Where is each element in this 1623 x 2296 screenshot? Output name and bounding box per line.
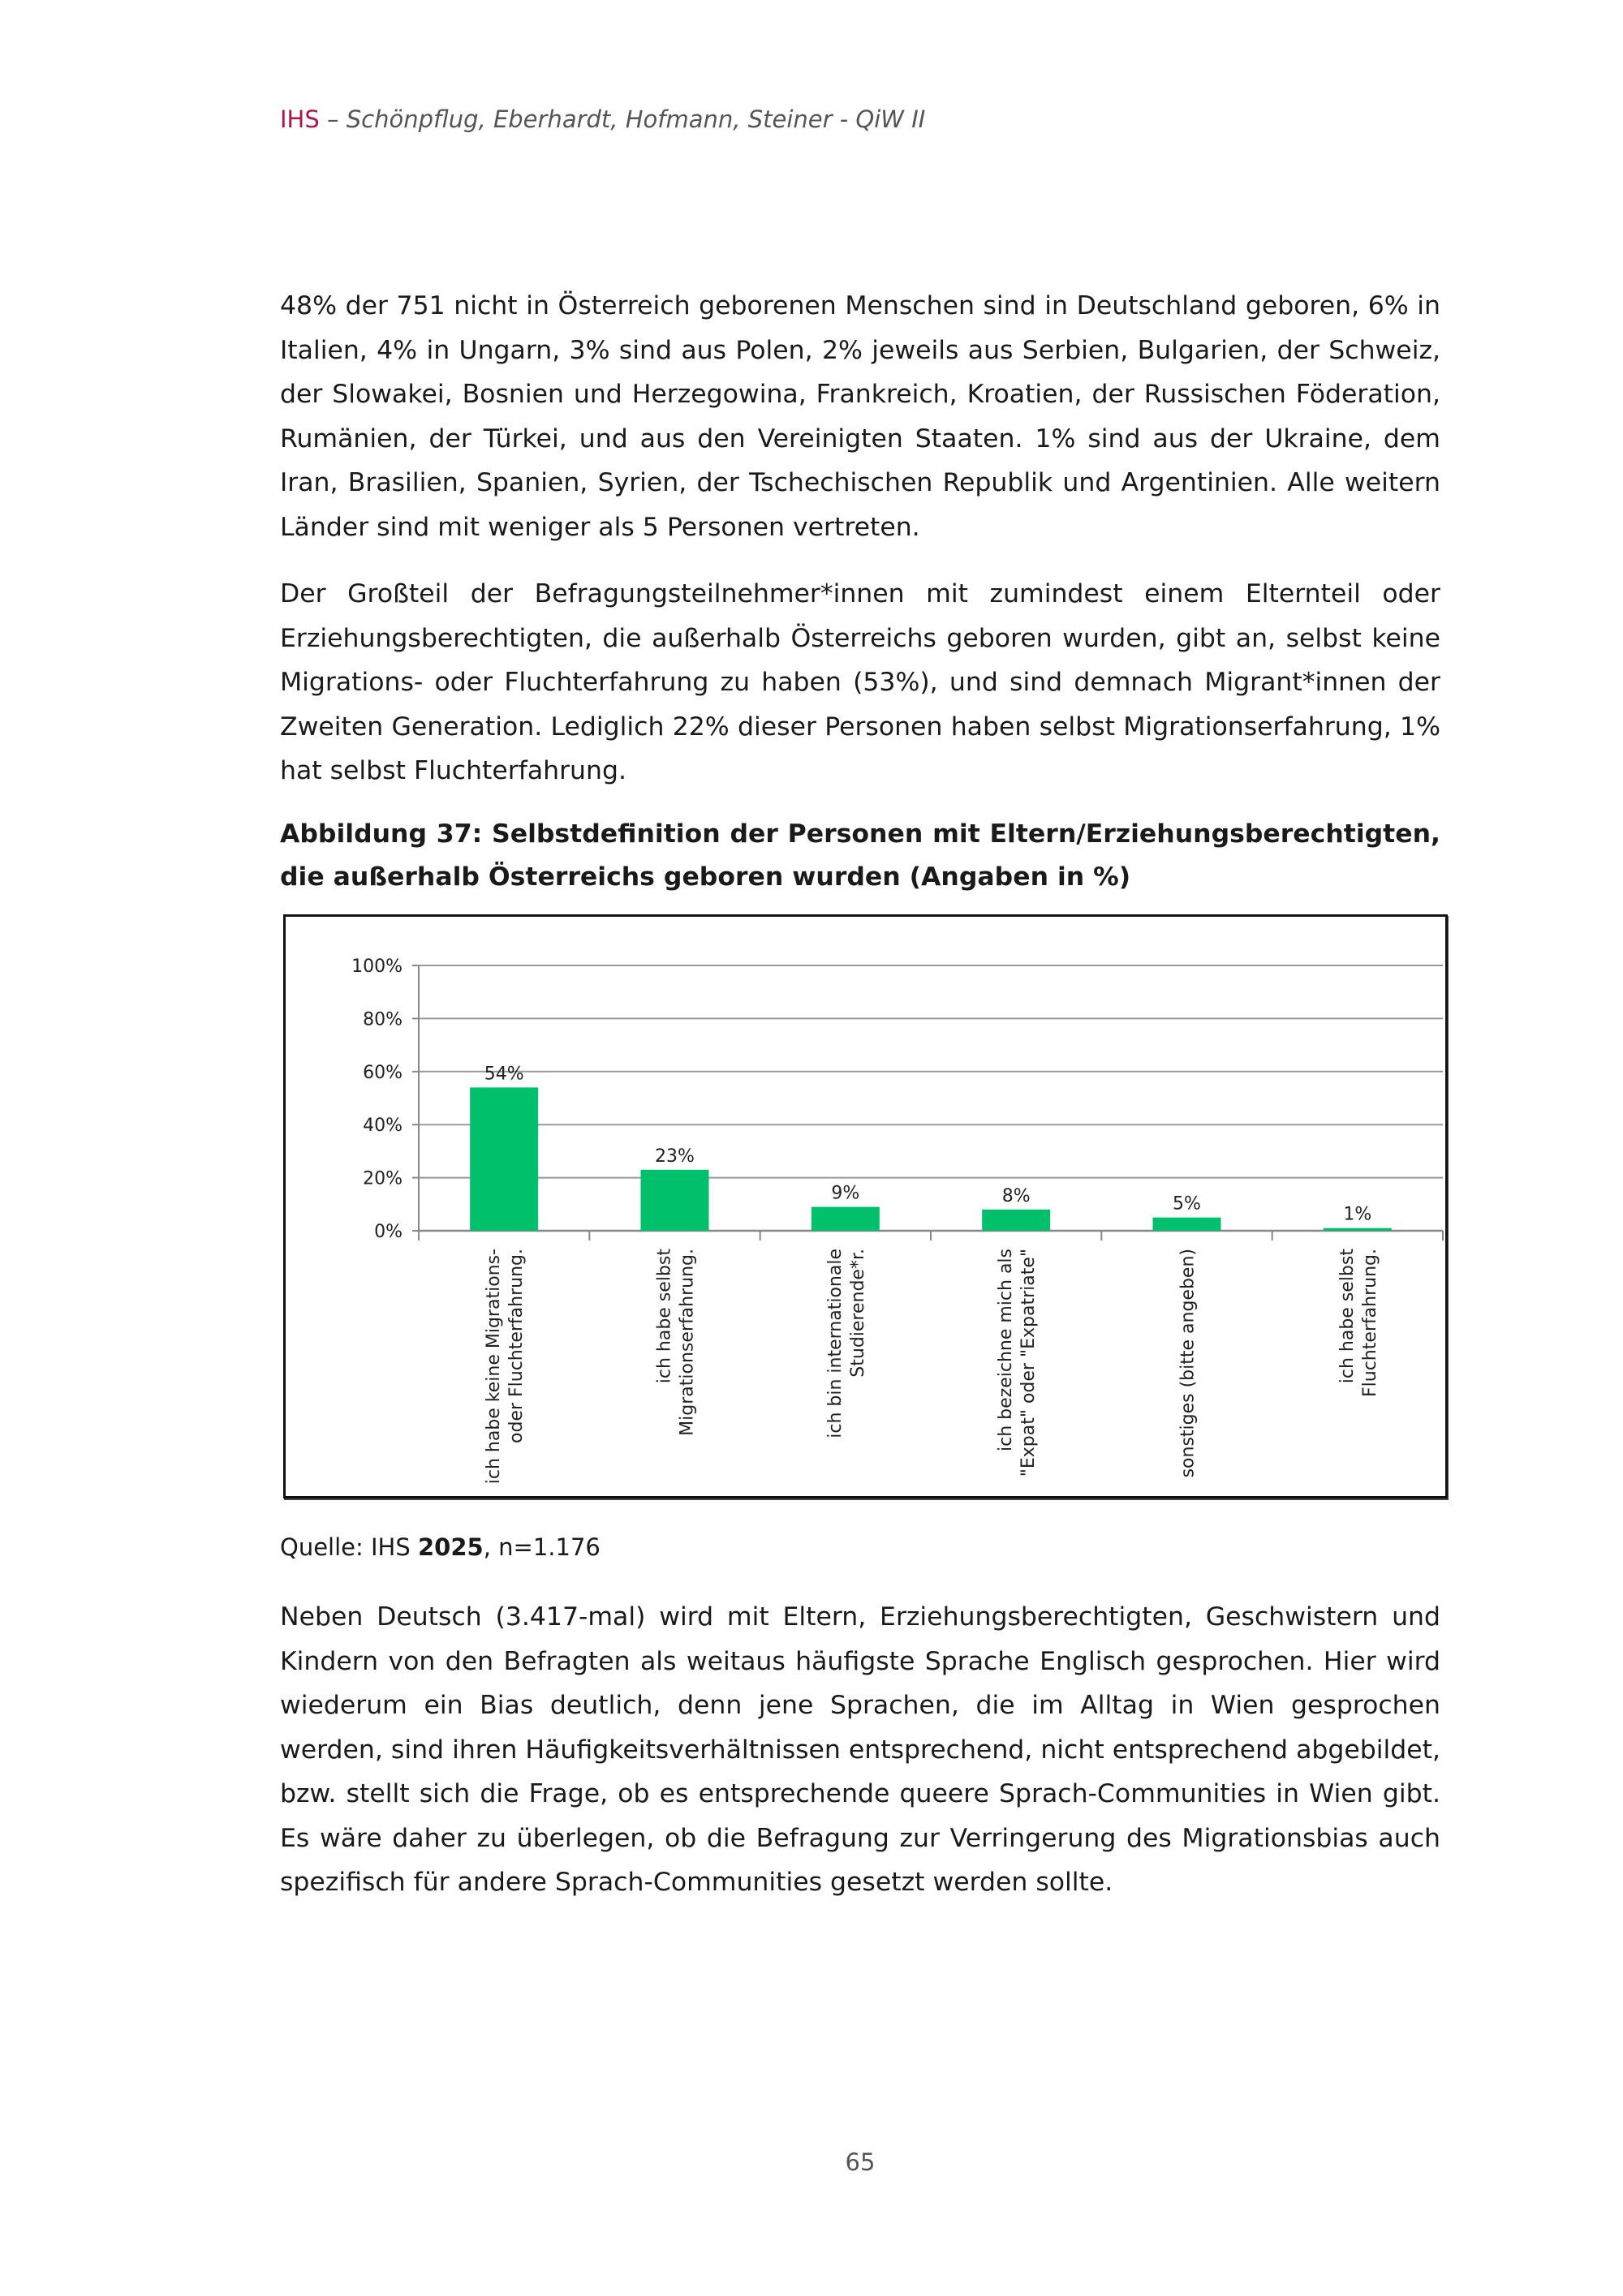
x-tick-label bbox=[996, 1249, 1039, 1477]
bar bbox=[1153, 1218, 1221, 1231]
y-tick-label: 20% bbox=[363, 1168, 403, 1189]
source-prefix: Quelle: IHS bbox=[280, 1533, 418, 1561]
x-tick-label-line: Fluchterfahrung. bbox=[1359, 1249, 1380, 1398]
data-label: 8% bbox=[1001, 1185, 1031, 1206]
header-authors: – Schönpflug, Eberhardt, Hofmann, Steiner - QiW II bbox=[319, 105, 926, 133]
x-tick-label bbox=[484, 1249, 527, 1484]
x-tick-label bbox=[825, 1249, 868, 1438]
x-tick-label-line: Migrationserfahrung. bbox=[677, 1249, 698, 1436]
x-tick-label-line: oder Fluchterfahrung. bbox=[506, 1249, 527, 1444]
x-tick-label-line: ich habe selbst bbox=[1337, 1249, 1358, 1384]
paragraph-3: Neben Deutsch (3.417-mal) wird mit Eltern, Erziehungsberechtigten, Geschwistern und Kindern von den Befragten als weitaus häufigste Sprache Englisch gesprochen. Hier wird wiederum ein Bias deutlich, denn jene Sprachen, die im Alltag in Wien gesprochen werden, sind ihren Häufigkeitsverhältnissen entsprechend, nicht entsprechend abgebildet, bzw. stellt sich die Frage, ob es entsprechende queere Sprach-Communities in Wien gibt. Es wäre daher zu überlegen, ob die Befragung zur Verringerung des Migrationsbias auch spezifisch für andere Sprach-Communities gesetzt werden sollte. bbox=[280, 1602, 1440, 1897]
data-label: 23% bbox=[655, 1146, 695, 1167]
figure-caption: Abbildung 37: Selbstdefinition der Personen mit Eltern/Erziehungsberechtigten, die außerhalb Österreichs geboren wurden (Angaben in %) bbox=[280, 819, 1440, 892]
data-label: 54% bbox=[484, 1064, 524, 1085]
bar bbox=[982, 1210, 1050, 1231]
bar bbox=[1324, 1228, 1392, 1231]
bar bbox=[641, 1170, 709, 1231]
paragraph-1: 48% der 751 nicht in Österreich geborenen Menschen sind in Deutschland geboren, 6% in Italien, 4% in Ungarn, 3% sind aus Polen, 2% jeweils aus Serbien, Bulgarien, der Schweiz, der Slowakei, Bosnien und Herzegowina, Frankreich, Kroatien, der Russischen Föderation, Rumänien, der Türkei, und aus den Vereinigten Staaten. 1% sind aus der Ukraine, dem Iran, Brasilien, Spanien, Syrien, der Tschechischen Republik und Argentinien. Alle weitern Länder sind mit weniger als 5 Personen vertreten. bbox=[280, 291, 1440, 542]
bar bbox=[470, 1087, 538, 1231]
y-tick-label: 60% bbox=[363, 1062, 403, 1083]
source-suffix: , n=1.176 bbox=[483, 1533, 601, 1561]
bar-chart bbox=[286, 917, 1445, 1496]
x-tick-label-line: sonstiges (bitte angeben) bbox=[1177, 1249, 1199, 1478]
x-tick-label bbox=[655, 1249, 698, 1436]
bar bbox=[812, 1207, 880, 1231]
x-tick-label-line: ich bezeichne mich als bbox=[996, 1249, 1017, 1451]
y-tick-label: 0% bbox=[374, 1222, 403, 1242]
running-header bbox=[280, 105, 925, 133]
y-tick-label: 80% bbox=[363, 1009, 403, 1030]
x-tick-label-line: ich habe selbst bbox=[654, 1249, 675, 1384]
data-label: 5% bbox=[1173, 1193, 1201, 1215]
data-label: 1% bbox=[1343, 1204, 1372, 1225]
header-org: IHS bbox=[280, 105, 320, 133]
paragraph-2: Der Großteil der Befragungsteilnehmer*innen mit zumindest einem Elternteil oder Erziehungsberechtigten, die außerhalb Österreichs geboren wurden, gibt an, selbst keine Migrations- oder Fluchterfahrung zu haben (53%), und sind demnach Migrant*innen der Zweiten Generation. Lediglich 22% dieser Personen haben selbst Migrationserfahrung, 1% hat selbst Fluchterfahrung. bbox=[280, 579, 1440, 785]
x-tick-label-line: ich bin internationale bbox=[824, 1249, 846, 1438]
data-label: 9% bbox=[831, 1183, 860, 1204]
source-year: 2025 bbox=[417, 1533, 484, 1561]
x-tick-label bbox=[1337, 1249, 1380, 1397]
figure-source bbox=[280, 1533, 601, 1561]
y-tick-label: 100% bbox=[351, 957, 403, 977]
chart-frame bbox=[283, 914, 1448, 1498]
x-tick-label-line: "Expat" oder "Expatriate" bbox=[1018, 1249, 1040, 1477]
x-tick-label-line: ich habe keine Migrations- bbox=[484, 1249, 505, 1485]
x-tick-label bbox=[1178, 1249, 1199, 1477]
x-tick-label-line: Studierende*r. bbox=[847, 1249, 868, 1378]
page-number: 65 bbox=[845, 2148, 876, 2176]
y-tick-label: 40% bbox=[363, 1116, 403, 1137]
